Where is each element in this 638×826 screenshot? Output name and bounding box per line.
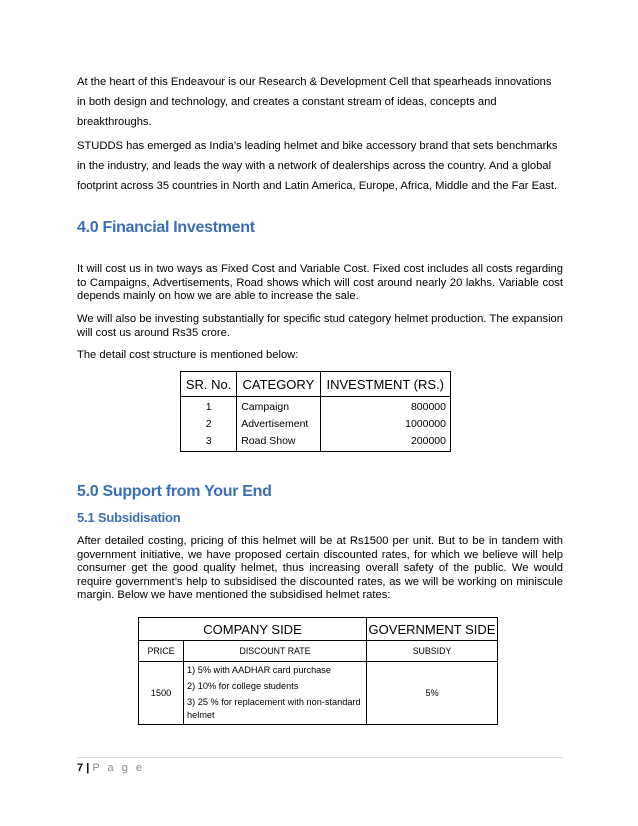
price-cell: 1500: [139, 662, 184, 725]
cost-table-header-row: [181, 372, 451, 397]
cost-cell-sr: 3: [181, 433, 237, 452]
financial-paragraph-costs: It will cost us in two ways as Fixed Cost and Variable Cost. Fixed cost includes all costs regarding to Campaigns, Advertisements, Road shows which will cost around nearly 20 lakhs. Variable cost depends mainly on how we are able to increase the sale.: [77, 263, 563, 303]
section-heading-support: 5.0 Support from Your End: [77, 483, 272, 500]
subsidy-table: [138, 617, 498, 725]
cost-header-category: CATEGORY: [237, 372, 320, 397]
cost-header-sr-no: SR. No.: [181, 372, 237, 397]
intro-paragraph-rnd: At the heart of this Endeavour is our Research & Development Cell that spearheads innovations in both design and technology, and creates a constant stream of ideas, concepts and breakthroughs.: [77, 76, 552, 128]
subsection-heading-subsidisation: 5.1 Subsidisation: [77, 510, 181, 525]
table-row: [139, 662, 498, 725]
table-row: [181, 416, 451, 433]
intro-paragraph-studds: STUDDS has emerged as India’s leading helmet and bike accessory brand that sets benchmarks in the industry, and leads the way with a network of dealerships across the country. And a global footprint across 35 countries in North and Latin America, Europe, Africa, Middle and the Far East.: [77, 140, 558, 192]
financial-paragraph-expansion: We will also be investing substantially for specific stud category helmet production. The expansion will cost us around Rs35 crore.: [77, 313, 563, 339]
cost-cell-category: Advertisement: [237, 416, 320, 433]
financial-paragraph-detail: The detail cost structure is mentioned below:: [77, 349, 299, 361]
subsidy-column-header: SUBSIDY: [367, 641, 498, 662]
footer-separator: |: [86, 762, 90, 774]
price-column-header: PRICE: [139, 641, 184, 662]
discount-column-header: DISCOUNT RATE: [184, 641, 367, 662]
page-label: P a g e: [92, 762, 145, 774]
cost-cell-investment: 1000000: [320, 416, 450, 433]
subsidy-table-column-row: [139, 641, 498, 662]
footer-divider: [77, 757, 563, 758]
discount-rates-cell: [184, 662, 367, 725]
cost-structure-table: [180, 371, 451, 452]
company-side-header: COMPANY SIDE: [139, 618, 367, 641]
cost-cell-sr: 2: [181, 416, 237, 433]
cost-cell-sr: 1: [181, 397, 237, 417]
subsidy-cell: 5%: [367, 662, 498, 725]
list-item: 3) 25 % for replacement with non-standard helmet: [187, 697, 361, 720]
section-heading-financial-investment: 4.0 Financial Investment: [77, 219, 255, 236]
table-row: [181, 433, 451, 452]
cost-cell-investment: 800000: [320, 397, 450, 417]
cost-cell-investment: 200000: [320, 433, 450, 452]
subsidy-table-side-row: [139, 618, 498, 641]
list-item: 2) 10% for college students: [187, 681, 299, 691]
table-row: [181, 397, 451, 417]
list-item: 1) 5% with AADHAR card purchase: [187, 665, 331, 675]
subsidisation-paragraph: After detailed costing, pricing of this helmet will be at Rs1500 per unit. But to be in tandem with government initiative, we have proposed certain discounted rates, for which we believe will help consumer get the good quality helmet, thus increasing overall safety of the public. We would require government’s help to subsidised the discounted rates, as we will be working on miniscule margin. Below we have mentioned the subsidised helmet rates:: [77, 535, 563, 602]
page-number: 7: [77, 762, 84, 774]
cost-cell-category: Road Show: [237, 433, 320, 452]
cost-cell-category: Campaign: [237, 397, 320, 417]
cost-header-investment: INVESTMENT (RS.): [320, 372, 450, 397]
government-side-header: GOVERNMENT SIDE: [367, 618, 498, 641]
page-footer: [77, 762, 145, 774]
